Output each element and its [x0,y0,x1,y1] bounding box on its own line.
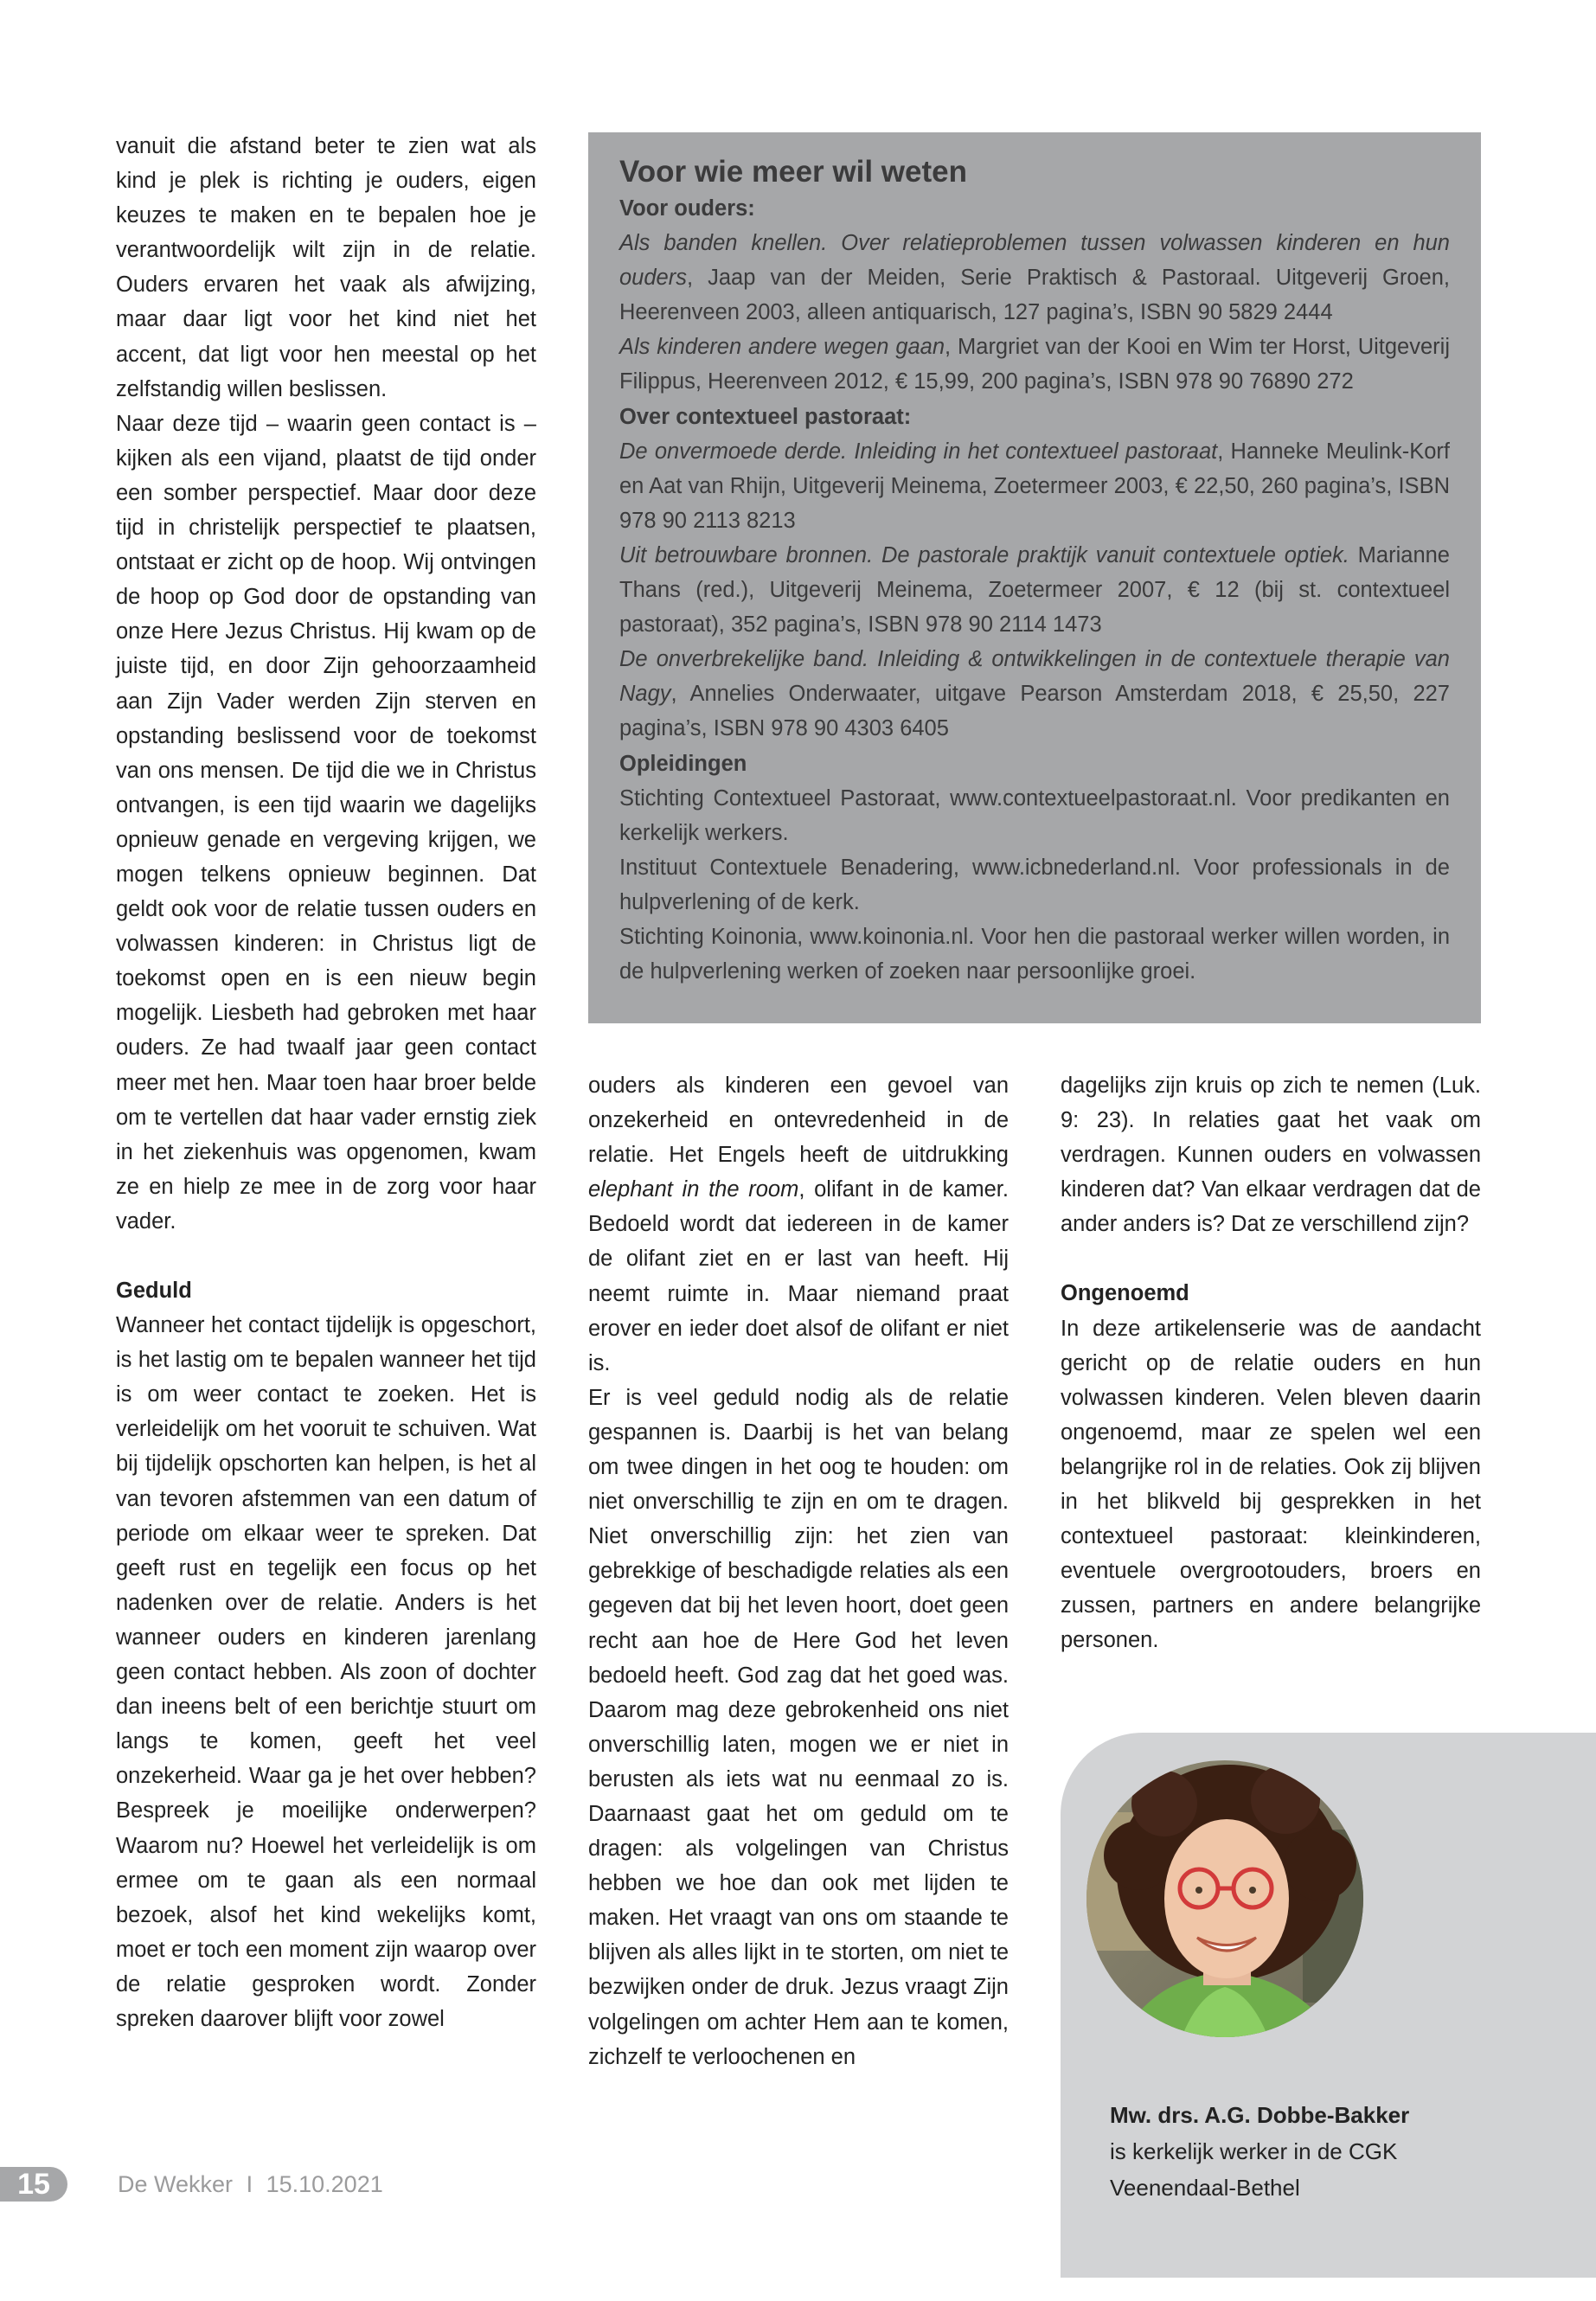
paragraph: Naar deze tijd – waarin geen contact is – kijken als een vijand, plaatst de tijd onder een somber perspectief. Maar door deze tijd in christelijk perspectief te plaatsen, ontstaat er zicht op de hoop. Wij ontvingen de hoop op God door de opstanding van onze Here Jezus Christus. Hij kwam op de juiste tijd, en door Zijn gehoorzaamheid aan Zijn Vader werden Zijn sterven en opstanding beslissend voor de toekomst van ons mensen. De tijd die we in Christus ontvangen, is een tijd waarin we dagelijks opnieuw genade en vergeving krijgen, we mogen telkens opnieuw beginnen. Dat geldt ook voor de relatie tussen ouders en volwassen kinderen: in Christus ligt de toekomst open en is een nieuw begin mogelijk. Liesbeth had gebroken met haar ouders. Ze had twaalf jaar geen contact meer met hen. Maar toen haar broer belde om te vertellen dat haar vader ernstig ziek in het ziekenhuis was opgenomen, kwam ze en hielp ze mee in de zorg voor haar vader. [116,411,536,1234]
author-name: Mw. drs. A.G. Dobbe-Bakker [1110,2102,1410,2128]
author-credit [1110,2097,1473,2206]
reading-list-box [588,132,1481,1023]
paragraph: vanuit die afstand beter te zien wat als kind je plek is richting je ouders, eigen keuzes te maken en te bepalen hoe je verantwoordelijk wilt zijn in de relatie. Ouders ervaren het vaak als afwijzing, maar daar ligt voor het kind niet het accent, dat ligt voor hen meestal op het zelfstandig willen beslissen. [116,134,536,401]
section-heading-geduld: Geduld [116,1279,192,1303]
book-entry: Als kinderen andere wegen gaan, Margriet van der Kooi en Wim ter Horst, Uitgeverij Filippus, Heerenveen 2012, € 15,99, 200 pagina’s, ISBN 978 90 76890 272 [619,335,1450,394]
book-entry: Als banden knellen. Over relatieproblemen tussen volwassen kinderen en hun ouders, Jaap van der Meiden, Serie Praktisch & Pastoraal. Uitgeverij Groen, Heerenveen 2003, alleen antiquarisch, 127 pagina’s, ISBN 90 5829 2444 [619,231,1450,325]
book-entry: Uit betrouwbare bronnen. De pastorale praktijk vanuit contextuele optiek. Marianne Thans (red.), Uitgeverij Meinema, Zoetermeer 2007, € 12 (bij st. contextueel pastoraat), 352 pagina’s, ISBN 978 90 2114 1473 [619,542,1450,638]
publication-name: De Wekker [118,2171,234,2197]
box-subheading: Opleidingen [619,751,747,776]
author-role: is kerkelijk werker in de CGK [1110,2138,1398,2164]
training-entry: Instituut Contextuele Benadering, www.icbnederland.nl. Voor professionals in de hulpverlening of de kerk. [619,855,1450,914]
box-subheading: Over contextueel pastoraat: [619,404,912,429]
paragraph: In deze artikelenserie was de aandacht gericht op de relatie ouders en hun volwassen kinderen. Velen bleven daarin ongenoemd, maar ze spelen wel een belangrijke rol in de relaties. Ook zij blijven in het blikveld bij gesprekken in het contextueel pastoraat: kleinkinderen, eventuele overgrootouders, broers en zussen, partners en andere belangrijke personen. [1061,1316,1481,1653]
publication-date: 15.10.2021 [266,2171,383,2197]
training-entry: Stichting Contextueel Pastoraat, www.contextueelpastoraat.nl. Voor predikanten en kerkelijk werkers. [619,785,1450,845]
author-location: Veenendaal-Bethel [1110,2175,1300,2201]
box-title: Voor wie meer wil weten [619,155,967,189]
section-heading-ongenoemd: Ongenoemd [1061,1281,1189,1306]
paragraph: Er is veel geduld nodig als de relatie gespannen is. Daarbij is het van belang om twee dingen in het oog te houden: om niet onverschillig te zijn en om te dragen. Niet onverschillig zijn: het zien van gebrekkige of beschadigde relaties als een gegeven dat bij het leven hoort, doet geen recht aan hoe de Here God het leven bedoeld heeft. God zag dat het goed was. Daarom mag deze gebrokenheid ons niet onverschillig laten, mogen we er niet in berusten als iets wat nu eenmaal zo is. Daarnaast gaat het om geduld om te dragen: als volgelingen van Christus hebben we hoe dan ook met lijden te maken. Het vraagt van ons om staande te blijven als alles lijkt in te storten, om niet te bezwijken onder de druk. Jezus vraagt Zijn volgelingen om achter Hem aan te komen, zichzelf te verloochenen en [588,1385,1009,2069]
paragraph: Wanneer het contact tijdelijk is opgeschort, is het lastig om te bepalen wanneer het tijd is om weer contact te zoeken. Het is verleidelijk om het vooruit te schuiven. Wat bij tijdelijk opschorten kan helpen, is het al van tevoren afstemmen van een datum of periode om elkaar weer te spreken. Dat geeft rust en tegelijk een focus op het nadenken over de relatie. Anders is het wanneer ouders en kinderen jarenlang geen contact hebben. Als zoon of dochter dan ineens belt of een berichtje stuurt om langs te komen, geeft het veel onzekerheid. Waar ga je het over hebben? Bespreek je moeilijke onderwerpen? Waarom nu? Hoewel het verleidelijk is om ermee om te gaan als een normaal bezoek, alsof het kind wekelijks komt, moet er toch een moment zijn waarop over de relatie gesproken wordt. Zonder spreken daarover blijft voor zowel [116,1313,536,2031]
book-entry: De onverbrekelijke band. Inleiding & ontwikkelingen in de contextuele therapie van Nagy, Annelies Onderwaater, uitgave Pearson Amsterdam 2018, € 25,50, 227 pagina’s, ISBN 978 90 4303 6405 [619,647,1450,741]
footer-text [118,2169,383,2200]
column-1 [116,129,536,2036]
column-3 [1061,1068,1481,1658]
box-subheading: Voor ouders: [619,196,755,221]
column-2 [588,1068,1009,2074]
page-number: 15 [0,2167,67,2202]
author-photo [1086,1760,1363,2037]
book-entry: De onvermoede derde. Inleiding in het contextueel pastoraat, Hanneke Meulink-Korf en Aat van Rhijn, Uitgeverij Meinema, Zoetermeer 2003, € 22,50, 260 pagina’s, ISBN 978 90 2113 8213 [619,439,1450,533]
footer-separator: I [246,2171,253,2197]
training-entry: Stichting Koinonia, www.koinonia.nl. Voor hen die pastoraal werker willen worden, in de hulpverlening werken of zoeken naar persoonlijke groei. [619,924,1450,984]
portrait-image [1086,1760,1363,2037]
paragraph: ouders als kinderen een gevoel van onzekerheid en ontevredenheid in de relatie. Het Engels heeft de uitdrukking elephant in the room, olifant in de kamer. Bedoeld wordt dat iedereen in de kamer de olifant ziet en er last van heeft. Hij neemt ruimte in. Maar niemand praat erover en ieder doet alsof de olifant er niet is. [588,1074,1009,1375]
paragraph: dagelijks zijn kruis op zich te nemen (Luk. 9: 23). In relaties gaat het vaak om verdragen. Kunnen ouders en volwassen kinderen dat? Van elkaar verdragen dat de ander anders is? Dat ze verschillend zijn? [1061,1074,1481,1237]
